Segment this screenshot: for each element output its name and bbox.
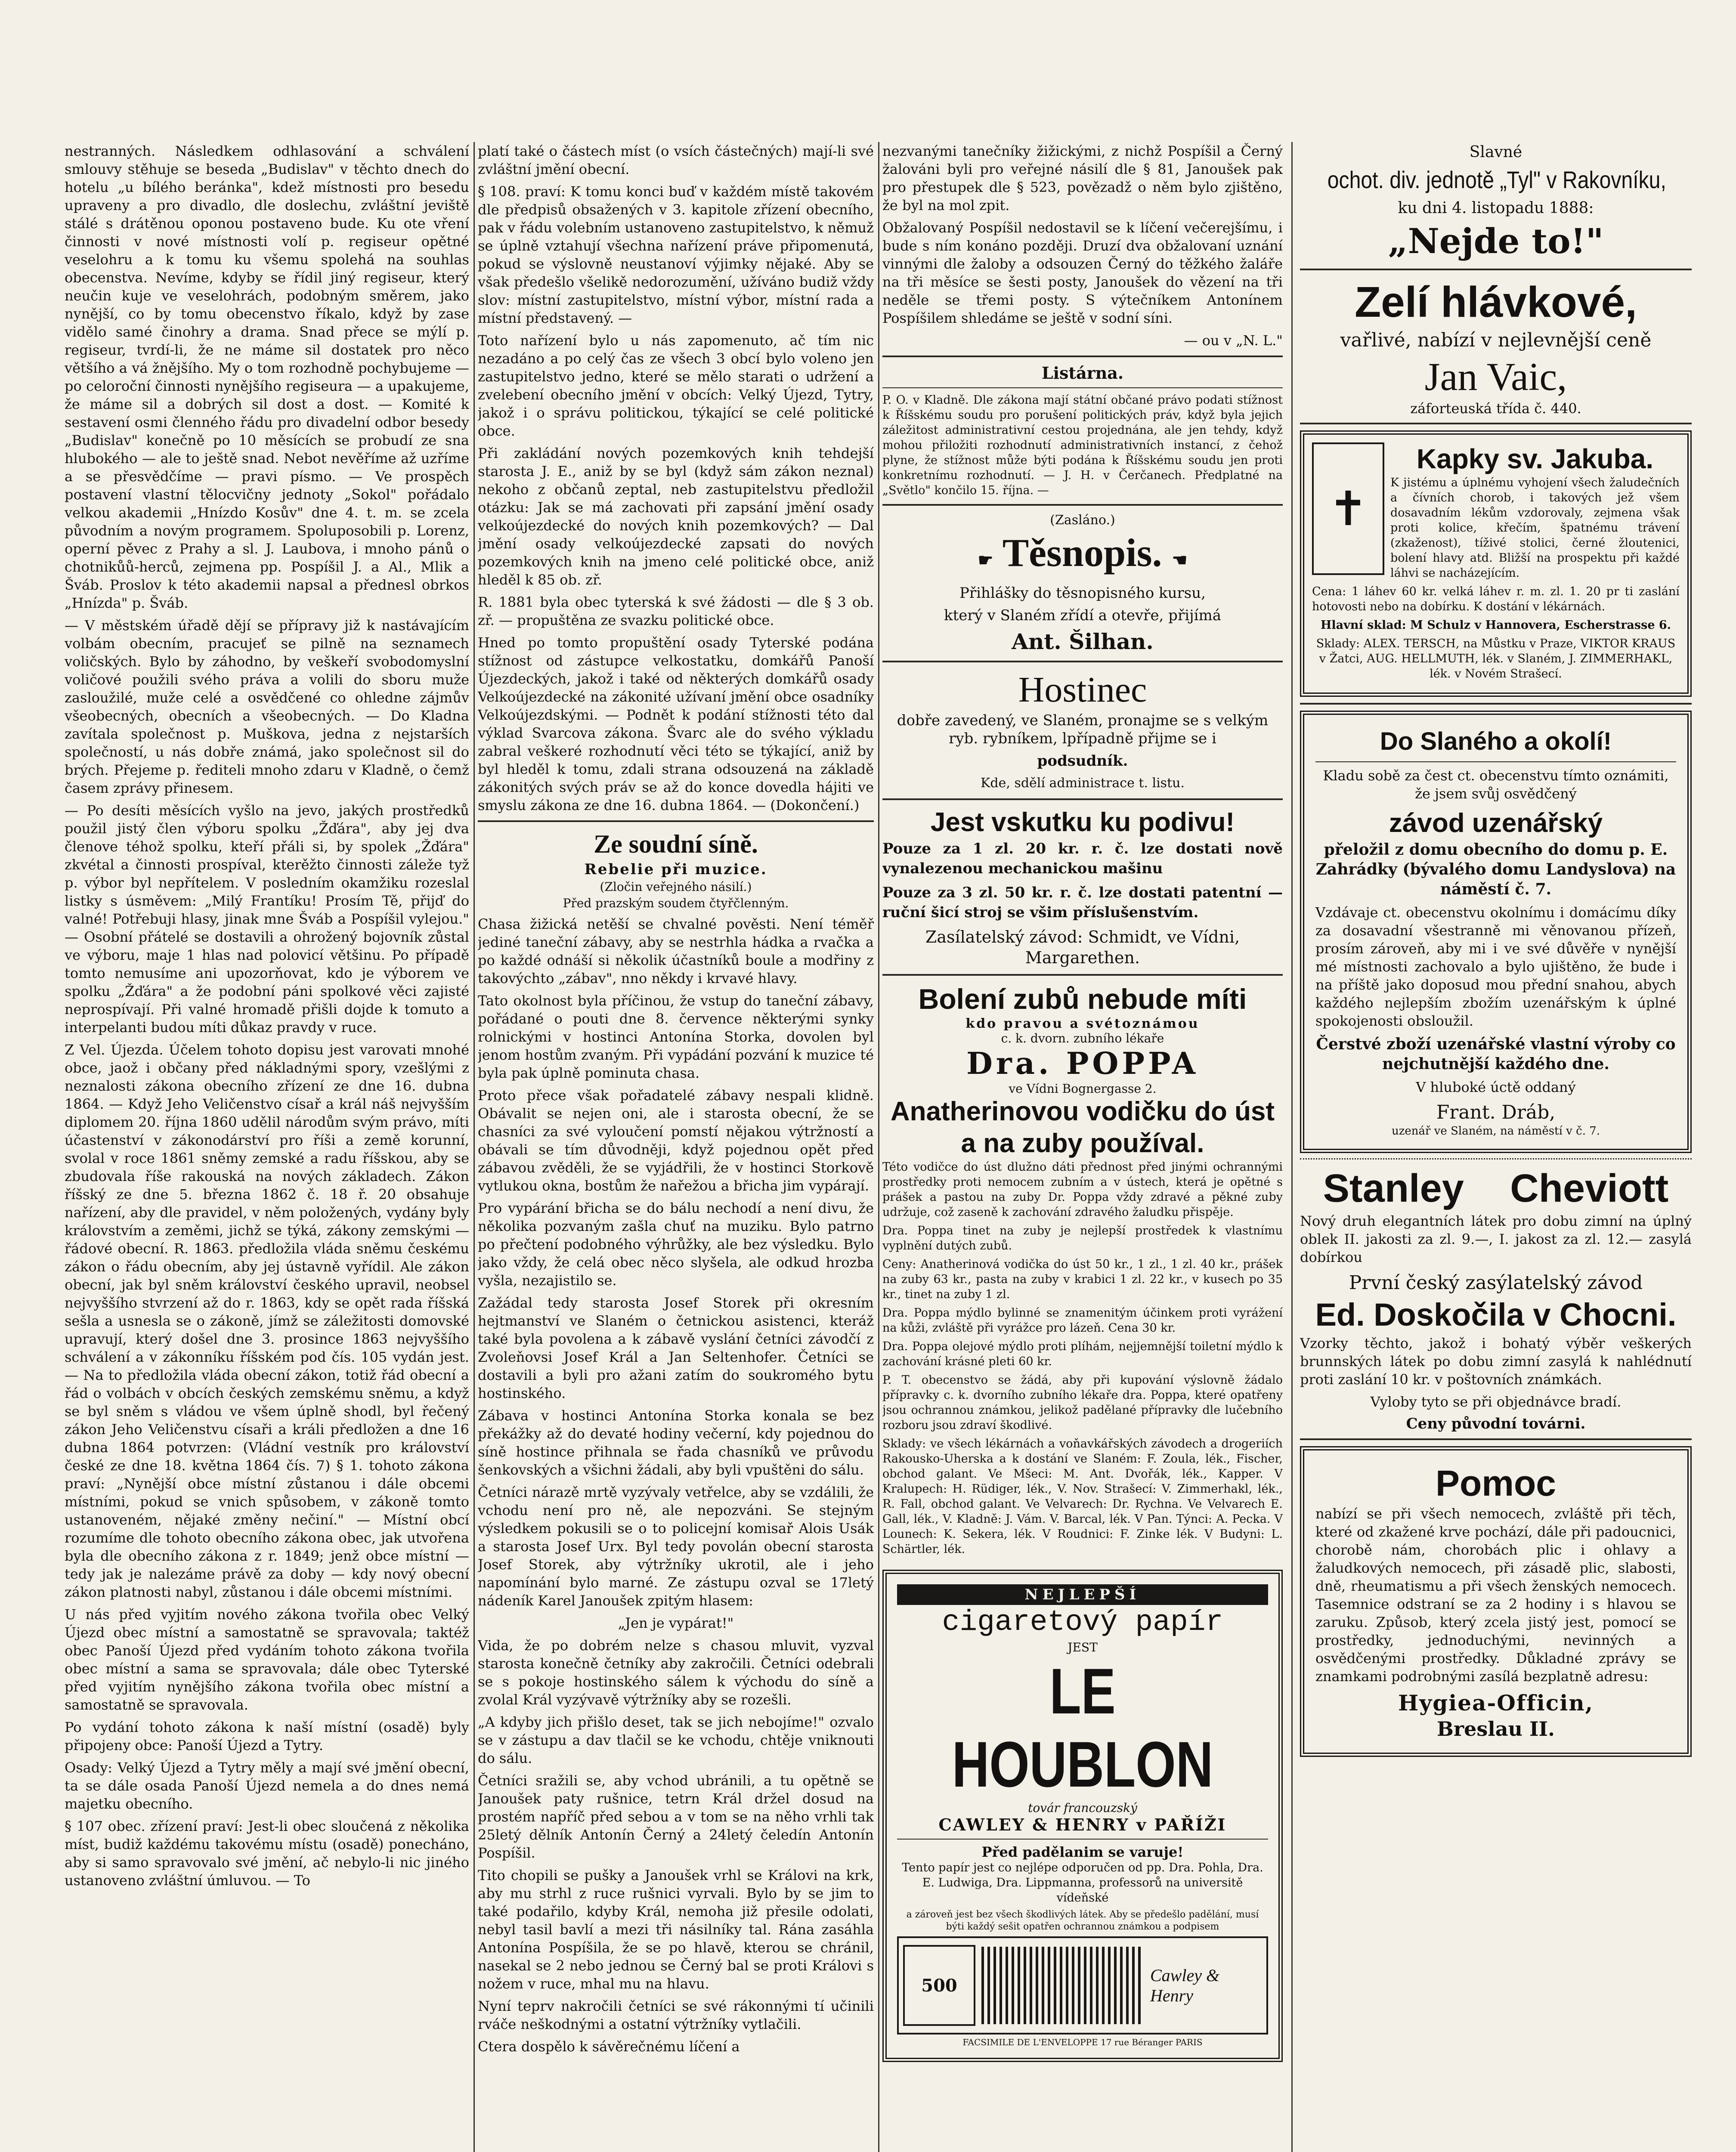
- ad-text: dobře zavedený, ve Slaném, pronajme se s velkým ryb. rybníkem, lpřípadně přijme se i: [897, 712, 1269, 747]
- section-divider: [1300, 1438, 1692, 1440]
- divider: [1315, 761, 1676, 762]
- ad-top: NEJLEPŠÍ: [897, 1584, 1268, 1605]
- paragraph: Toto nařízení bylo u nás zapomenuto, ač tím nic nezadáno a po celý čas ze všech 3 obcí bylo voleno jen zastupitelstvo jedno, které se mělo starati o udržení a zvelebení obecního jmění v obcích: Velký Újezd, Tytry, jakož i o správu politickou, týkající se celé politické obce.: [478, 332, 874, 439]
- paragraph: Tito chopili se pušky a Janoušek vrhl se Královi na krk, aby mu strhl z ruce rušnici vyrvali. Bylo by se jim to také podařilo, kdyby Král, nemoha již přesile odolati, nebyl tasil bavlí a mezi tři násilníky tal. Rána zasáhla Antonína Pospíšila, že se po hlavě, kterou se chránil, nasekal se 2 nebo jednou se Černý bal se proti Královi s nožem v ruce, mhal mu na hlavu.: [478, 1867, 874, 1992]
- ad-text: K jistému a úplnému vyhojení všech žaludečních a čívních chorob, i takových jež všem dosavadním lékům vzdorovaly, zejmena však proti kolice, křečím, špatnému trávení (zkaženost), tíživé stolici, černé žloutenici, bolení hlavy atd. Bližší na prospektu při každé láhvi se nacházejícím.: [1390, 476, 1680, 580]
- paragraph: § 107 obec. zřízení praví: Jest-li obec sloučená z několika míst, budiž každému takovému místu (osadě) ponecháno, aby si samo spravovalo své jmění, ač nebylo-li nic jiného ustanoveno zvláštní úmluvou. — To: [65, 1818, 469, 1889]
- ad-title: Do Slaného a okolí!: [1380, 727, 1612, 755]
- ad-firm-pre: První český zasýlatelský závod: [1349, 1272, 1643, 1294]
- ad-addr: uzenář ve Slaném, na náměstí v č. 7.: [1391, 1125, 1600, 1138]
- ad-text: c. k. dvorn. zubního lékaře: [1001, 1031, 1164, 1045]
- column-4: [1300, 142, 1692, 1762]
- paragraph: Nyní teprv nakročili četníci se své rákonnými tí učinili rváče neškodnými a ostatní výtržníky vytlačili.: [478, 1998, 874, 2032]
- ad-org: Hygiea-Officin,: [1398, 1690, 1594, 1716]
- newspaper-page: [65, 142, 1692, 2152]
- ad-price: Cena: 1 láhev 60 kr. velká láhev r. m. zl. 1. 20 pr ti zaslání hotovosti nebo na dobírku. K dostání v lékárnách.: [1312, 585, 1680, 613]
- ad-sub: továr francouzský: [1028, 1801, 1137, 1815]
- ad-bottom: FACSIMILE DE L'ENVELOPPE 17 rue Béranger PARIS: [962, 2037, 1203, 2047]
- ad-tesnopis: [882, 512, 1283, 655]
- ad-fine: a zároveň jest bez všech škodlivých látek. Aby se předešlo padělání, musí býti každý sešit opatřen ochrannou známkou a podpisem: [906, 1909, 1259, 1932]
- paragraph: § 108. praví: K tomu konci buď v každém místě takovém dle předpisů obsažených v 3. kapitole zřízení obecního, pak v řádu volebním ustanoveno zastupitelstvo, k němuž se úplně vztahují všechna nařízení práve připomenutá, pokud se výslovně neustanoví výjimky nějaké. Aby se však předešlo všelikě nedorozumění, užíváno budiž vždy slov: místní zastupitelstvo, místní výbor, místní rada a místní představený. —: [478, 183, 874, 326]
- ad-title: Cheviott: [1510, 1166, 1669, 1210]
- column-1: [65, 142, 469, 1894]
- ad-kapky: [1300, 430, 1692, 697]
- ad-text: Této vodičce do úst dlužno dáti přednost před jinými ochrannými prostředky proti nemocem zubním a v ústech, která je opětné s prášek a pastou na zuby Dr. Poppa vždy zdravé a pěkné zuby udržuje, což zaseně k zachování zdravého žaludku přispěje.: [882, 1160, 1283, 1219]
- saint-figure-icon: ✝: [1312, 442, 1384, 575]
- ad-pomoc: [1300, 1446, 1692, 1757]
- paragraph: Osady: Velký Újezd a Tytry měly a mají své jmění obecní, ta se dále osada Panoší Újezd nemela a do dnes nemá majetku obecního.: [65, 1759, 469, 1812]
- ad-title: Kapky sv. Jakuba.: [1416, 443, 1654, 474]
- ad-text: Kladu sobě za čest ct. obecenstvu tímto oznámiti, že jsem svůj osvědčený: [1323, 767, 1669, 802]
- ad-name: Ant. Šilhan.: [1012, 629, 1154, 654]
- ad-text: Dra. Poppa olejové mýdlo proti plíhám, nejjemnější toiletní mýdlo k zachování krásné pleti 60 kr.: [882, 1340, 1283, 1368]
- ad-text: Kde, sdělí administrace t. listu.: [981, 776, 1185, 791]
- ad-subtitle: kdo pravou a svétoznámou: [965, 1016, 1200, 1031]
- ad-note: (Zasláno.): [1050, 513, 1115, 528]
- ad-prices: Ceny původní továrni.: [1406, 1415, 1586, 1432]
- paragraph: Při zakládání nových pozemkových knih tehdejší starosta J. E., aniž by se byl (když sám zákon neznal) nekoho z občanů zeptal, neb zastupitelstvu předložil otázku: Jak se má zachovati při zapsání jmění osady velkoújezdecké do nových knih pozemkových? — Dal jmění osady velkoújezdecké zapsati do nových pozemkových knih na jmeno celé politické obce, aniž hleděl k 85 ob. zř.: [478, 445, 874, 588]
- paragraph: Vida, že po dobrém nelze s chasou mluvit, vyzval starosta konečně četníky aby zakročili. Četníci odebrali se s pokoje hostinského sálem k východu do síně a zvolal Král vyzývavě výtržníky aby se rozešli.: [478, 1637, 874, 1708]
- signature-label: Cawley & Henry: [1150, 1966, 1220, 2005]
- ad-title: Stanley: [1323, 1166, 1464, 1210]
- paragraph: Tato okolnost byla příčinou, že vstup do taneční zábavy, pořádané o pouti dne 8. července některými synky rolnickými v hostinci Antonína Storka, dovolen byl jenom hostům zvaným. Při vypádání pozvání k muzice té byla pak úplně pominuta chasa.: [478, 993, 874, 1081]
- divider: [882, 387, 1283, 388]
- section-divider: [478, 820, 874, 822]
- ad-firm: Ed. Doskočila v Chocni.: [1315, 1297, 1677, 1333]
- paragraph: Četníci sražili se, aby vchod ubránili, a tu opětně se Janoušek paty rušnice, tetrn Král držel dosud na prostém napříč před sebou a v tom se na něho vrhli tak 25letý dělník Antonín Černý a 24letý čeledín Antonín Pospíšil.: [478, 1772, 874, 1861]
- column-rule: [473, 142, 475, 2152]
- paragraph: — V městském úřadě dějí se přípravy již k nastávajícím volbám obecním, pracujeť se pilně na seznamech voličských. Bylo by záhodno, by veškeří svobodomyslní voličové použili svého práva a volili do sboru muže zasloužilé, muže celé a osvědčené co ohledne zájmův všeobecných, obecních a všeobecných. — Do Kladna zavítala společnost p. Muškova, jedna z nejstarších společností, u nás dobře známá, jako společnost sil do brých. Přejeme p. řediteli mnoho zdaru v Kladně, o čemž časem zprávy přinesem.: [65, 617, 469, 796]
- ad-text: Nový druh elegantních látek pro dobu zimní na úplný oblek II. jakosti za zl. 9.—, I. jakost za zl. 12.— zasylá dobírkou: [1300, 1213, 1692, 1265]
- section-divider: [1300, 703, 1692, 705]
- paragraph: U nás před vyjitím nového zákona tvořila obec Velký Újezd obec místní a samostatně se spravovala; taktéž obec Panoší Újezd před vydáním tohoto zákona tvořila obec místní a sama se spravovala; dále obec Tyterské před vyjitím nynějšího zákona tvořila obec místní a samostatně se spravovala.: [65, 1606, 469, 1713]
- ad-text: Pouze za 1 zl. 20 kr. r. č. lze dostati nově vynalezenou mechanickou mašinu: [882, 840, 1283, 877]
- ad-drab: [1300, 711, 1692, 1153]
- ad-title: Hostinec: [1018, 670, 1147, 710]
- ad-text: Dra. Poppa mýdlo bylinné se znamenitým účinkem proti vyrážení na kůži, zvláště při vyrážce pro lázeň. Cena 30 kr.: [882, 1306, 1283, 1335]
- paragraph: Proto přece však pořadatelé zábavy nespali klidně. Obávalit se nejen oni, ale i starosta obecní, že se chasníci za své vyloučení pomstí nějakou výtržností a obávali se tím důvodněji, když pojednou opět před zábavou zvěděli, že se vyjádřili, že v hostinci Storkově vytlukou okna, bostům že nařežou a břicha jim vypárají.: [478, 1087, 874, 1194]
- paragraph: nestranných. Následkem odhlasování a schválení smlouvy stěhuje se beseda „Budislav" v těchto dnech do hotelu „u bílého beránka", kdež místnosti pro besedu upraveny a pro divadlo, dle doslechu, zvláštní jeviště stálé s drátěnou oponou postaveno bude. Ku ote vření činnosti v nové místnosti volí p. regiseur opětné veselohru a k tomu ku všemu spolehá na souhlas obecenstva. Nevíme, kdyby se řídil jiný regiseur, který neučin kuje ve veselohrách, podobným směrem, jako nynější, co by tomu obecenstvo říkalo, když by zase vidělo samé činohry a drama. Snad přece se mýlí p. regiseur, tvrdí-li, že ne máme sil dostatek pro něco většího a vá žnějšího. My o tom rozhodně pochybujeme — po celoroční činnosti nynějšího regiseura — a upakujeme, že máme sil a dobrých sil dost a dost. — Komité k sestavení osmi členného řádu pro divadelní odbor besedy „Budislav" konečně po 10 měsících se probudí ze sna hlubokého — ale to ještě snad. Nebot nevěříme až uzříme a se přesvědčíme — pravi písmo. — Ve prospěch postavení vlastní tělocvičny jednoty „Sokol" pořádalo velkou akademii „Hnízdo Kosův" dne 4. t. m. se zcela původním a novým programem. Spoluposobili p. Lorenz, operní pěvec z Prahy a sl. J. Laubova, i mnoho pánů o chotnikůů-herců, zejmena pp. Pospíšil J. a Al., Mlik a Šváb. Proslov k této akademii napsal a přednesl obrkos „Hnízda" p. Šváb.: [65, 143, 469, 611]
- ad-poppa: [882, 982, 1283, 1557]
- ad-moved: přeložil z domu obecního do domu p. E. Zahrádky (bývalého domu Landyslova) na náměstí č. 7.: [1315, 841, 1676, 898]
- paragraph: Po vydání tohoto zákona k naší místní (osadě) byly připojeny obce: Panoší Újezd a Tytry.: [65, 1719, 469, 1753]
- ad-text: Dra. Poppa tinet na zuby je nejlepší prostředek k vlastnímu vyplnění dutých zubů.: [882, 1224, 1283, 1252]
- ad-maker: CAWLEY & HENRY v PAŘÍŽI: [938, 1815, 1227, 1834]
- article-signature: — ou v „N. L.": [1184, 332, 1283, 349]
- ad-text: P. T. obecenstvo se žádá, aby při kupování výslovně žádalo přípravky c. k. dvorního zubního lékaře dra. Poppa, které opatřeny jsou ochrannou známkou, jelikož padělané přípravky dle lučebního rozboru jsou zdraví škodlivé.: [882, 1373, 1283, 1432]
- paragraph: „Jen je vypárat!": [618, 1615, 734, 1631]
- ad-motto: „Nejde to!": [1388, 221, 1604, 261]
- paragraph: Četníci nárazě mrtě vyzývaly vetřelce, aby se vzdálili, že vchodu není pro ně, ale nepozváni. Se stejným výsledkem pokusili se o to policejní komisař Alois Usák a starosta Josef Urx. Byl tedy povolán obecní starosta Josef Storek, aby výtržníky ukrotil, ale i jeho napomínání bylo marné. Ze zástupu ozval se 17letý nádeník Karel Janoušek zpitým hlasem:: [478, 1484, 874, 1609]
- ad-text: který v Slaném zřídí a otevře, přijímá: [944, 607, 1221, 624]
- court-heading: Ze soudní síně.: [594, 830, 758, 858]
- section-divider: [882, 661, 1283, 662]
- ad-name: Jan Vaic,: [1424, 355, 1567, 399]
- paragraph: Z Vel. Újezda. Účelem tohoto dopisu jest varovati mnohé obce, jaož i občany před nákladnými spory, vzešlými z neznalosti zákona obecního zřízení ze dne 16. dubna 1864. — Když Jeho Veličenstvo císař a král náš nejvyšším diplomem 20. října 1860 udělil národům svým právo, míti účastenství v zákonodárství pro říši a země korunní, svolal v roce 1861 sněmy zemské a radu říšskou, aby se zbudovala říše rakouská na nových základech. Zákon říšský ze dne 5. března 1862 č. 18 ř. 20 obsahuje nařízení, aby dle pravidel, v něm položených, vydány byly královstvím a zeměmi, jichž se týká, zákony zemskými — řádové obecní. R. 1863. předložila vláda sněmu českému zákon o řádu obecním, aby jej ústavně vyřídil. Ale zákon obecní, jak byl sněm království českého upravil, neobsel nejvyššího stvrzení až do r. 1863, kdy se opět rada říšská sešla a usnesla se o zákoně, jímž se záležitosti domovské upravují, který došel dne 3. prosince 1863 nejvyššího schválení a v zákonníku říšském pod čís. 105 vydán jest. — Na to předložila vláda obecní zákon, totiž řád obecní a řád o volbách v obcích českých zemskému sněmu, a když se byl sněm s vládou ve všem úplně shodl, byl řečený zákon Jeho Veličenstvu císaři a králi předložen a dne 16 dubna 1864 potvrzen: (Vládní vestník pro království české ze dne 18. května 1864 čís. 7) § 1. tohoto zákona praví: „Nynější obce místní zůstanou i dále obcemi místními, pokud se vnich spůsobem, v zákoně tomto ustanoveném, nějaké změny nečiní." — Místní obcí rozumíme dle tohoto obecního zákona obec, jak utvořena byla dle obecního zákona z r. 1849; jenž obce místní — tedy jak je nalezáme právě za doby — kdy nový obecní zákon platnosti nabyl, zůstanou i dále obcemi místními.: [65, 1042, 469, 1600]
- paragraph: Chasa žižická netěší se chvalné pověsti. Není téměř jediné taneční zábavy, aby se nestrhla hádka a rvačka a po každé odnáší si několik účastníků boule a modřiny z takovýchto „zábav", nno někdy i krvavé hlavy.: [478, 916, 874, 986]
- ad-intro: Slavné: [1469, 143, 1522, 161]
- ad-name: Dra. POPPA: [966, 1045, 1199, 1081]
- section-divider: [882, 974, 1283, 976]
- ad-text: Pouze za 3 zl. 50 kr. r. č. lze dostati patentní — ruční šicí stroj se všim příslušenstvím.: [882, 884, 1283, 921]
- paragraph: platí také o částech míst (o vsích částečných) mají-li své zvláštní jmění obecní.: [478, 143, 874, 177]
- paragraph: Obžalovaný Pospíšil nedostavil se k líčení večerejšímu, i bude s ním konáno později. Druzí dva obžalovaní uznání vinnými dle žaloby a odsouzen Černý do těžkého žaláře na tři měsíce se šesti posty, Janoušek do vězení na tři neděle se třemi posty. S výtečníkem Antonínem Pospíšilem shledáme se ještě v sodní síni.: [882, 220, 1283, 326]
- ad-date: ku dni 4. listopadu 1888:: [1398, 199, 1594, 217]
- column-2: [478, 142, 874, 2060]
- ad-wish: V hluboké úctě oddaný: [1416, 1079, 1576, 1095]
- ad-name: Frant. Dráb,: [1436, 1101, 1556, 1123]
- section-divider: [882, 798, 1283, 800]
- ad-address: záforteuská třída č. 440.: [1410, 400, 1581, 417]
- decorative-border: [1300, 1158, 1692, 1159]
- ad-text: ve Vídni Bognergasse 2.: [1009, 1082, 1157, 1096]
- ad-hostinec: [882, 668, 1283, 792]
- ad-stanley: [1300, 1165, 1692, 1432]
- column-rule: [878, 142, 879, 2152]
- court-subheading: Rebelie při muzice.: [584, 861, 767, 878]
- ad-vaic: [1300, 142, 1692, 417]
- ad-text: Zasílatelský závod: Schmidt, ve Vídni, Margarethen.: [925, 928, 1240, 967]
- ad-city: Breslau II.: [1436, 1717, 1555, 1741]
- ad-title: Těsnopis.: [1002, 531, 1162, 575]
- ad-text: Vzorky těchto, jakož i bohatý výběr veškerých brunnských látek po dobu zimní zasylá k nahlédnutí proti zaslání 10 kr. v poštovních známkách.: [1300, 1335, 1692, 1388]
- ad-title: Bolení zubů nebude míti: [918, 983, 1247, 1015]
- ad-text: Vyloby tyto se při objednávce bradí.: [1370, 1394, 1622, 1410]
- column-3: [882, 142, 1283, 2067]
- ad-depot: Hlavní sklad: M Schulz v Hannovera, Escherstrasse 6.: [1320, 618, 1671, 632]
- mail-text: P. O. v Kladně. Dle zákona mají státní občané právo podati stížnost k Říšskému soudu pro porušení politických práv, když byla jejich záležitost administrativní cestou projednána, ale jen tehdy, když mohou přiložiti rozhodnutí administrativních instancí, z čehož plyne, že stížnost může býti podána k Říšskému soudu jen proti konkretnímu rozhodnutí. — J. H. v Čerčanech. Předplatné na „Světlo" končilo 15. října. —: [882, 393, 1283, 497]
- ad-warn: Před padělanim se varuje!: [981, 1844, 1184, 1860]
- ad-product: Anatherinovou vodičku do úst a na zuby používal.: [890, 1097, 1275, 1158]
- paragraph: Zažádal tedy starosta Josef Storek při okresním hejtmanství ve Slaném o četnickou asistenci, kteráž také byla povolena a k zábavě vyslání četníci závodčí z Zvoleňovsi Josef Král a Jan Seltenhofer. Četníci se dostavili a byli pro ažani zatím do soukromého bytu hostinského.: [478, 1295, 874, 1401]
- ad-offer: vařlivé, nabízí v nejlevnější ceně: [1340, 329, 1652, 351]
- ad-text: Přihlášky do těsnopisného kursu,: [959, 584, 1206, 602]
- paragraph: R. 1881 byla obec tyterská k své žádosti — dle § 3 ob. zř. — propuštěna ze svazku politické obce.: [478, 594, 874, 628]
- ad-title: Jest vskutku ku podivu!: [930, 807, 1235, 837]
- ad-title: Pomoc: [1435, 1463, 1557, 1503]
- stamp-label: 500: [903, 1945, 975, 2026]
- paragraph: nezvanými tanečníky žižickými, z nichž Pospíšil a Černý žalováni byli pro veřejné násilí dle § 81, Janoušek pak pro přestupek dle § 523, povězadž o něm bylo zjištěno, že byl na mol zpit.: [882, 143, 1283, 213]
- paragraph: Zábava v hostinci Antonína Storka konala se bez překážky až do devaté hodiny večerní, kdy pojednou do síně hostince přihnala se řada chasníků ve průvodu šenkovských a všichni žádali, aby byli vpuštěni do sálu.: [478, 1407, 874, 1478]
- ad-text: Sklady: ve všech lékárnách a voňavkářských závodech a drogeriích Rakousko-Uherska a k dostání ve Slaném: F. Zoula, lék., Fischer, obchod galant. Ve Mšeci: M. Ant. Dvořák, lék., Kapper. V Kralupech: H. Rüdiger, lék., V. Nov. Strašecí: V. Zimmerhakl, lék., R. Fall, obchod galant. Ve Velvarech: Dr. Rychna. Ve Velvarech E. Gall, lék., V. Kladně: J. Vám. V. Barcal, lék. V Pan. Týnci: A. Pecka. V Lounech: K. Sekera, lék. V Roudnici: F. Zinke lék. V Budyni: L. Schärtler, lék.: [882, 1437, 1283, 1556]
- divider: [897, 1839, 1268, 1840]
- ad-text: podsudník.: [1037, 752, 1128, 770]
- column-rule: [1291, 142, 1293, 2152]
- ad-product: Zelí hlávkové,: [1355, 278, 1637, 326]
- ad-text: nabízí se při všech nemocech, zvláště při těch, které od zkažené krve pochází, dále při padoucnici, chorobě nám, chorobách plic i ohlavy a žaludkových nemocech, při zásadě plic, slabosti, dně, rheumatismu a při všech ženských nemocech. Tasemnice odstraní se za 2 hodiny i s hlavou se zaruku. Způsob, který zcela jistý jest, pomocí se prostředky, jednoduchými, nevinných a osvědčenými prostředky. Důkladné zprávy se znamkami podrobnými zasílá bezplatně adresu:: [1315, 1506, 1676, 1685]
- pointing-hand-icon: ☚: [1172, 550, 1188, 570]
- ad-shops: Sklady: ALEX. TERSCH, na Můstku v Praze, VIKTOR KRAUS v Žatci, AUG. HELLMUTH, lék. v Slaném, J. ZIMMERHAKL, lék. v Novém Strašecí.: [1316, 637, 1676, 680]
- section-divider: [882, 504, 1283, 506]
- ad-text: Tento papír jest co nejlépe odporučen od pp. Dra. Pohla, Dra. E. Ludwiga, Dra. Lippmanna, professorů na universitě vídeňské: [902, 1861, 1263, 1905]
- ad-business: závod uzenářský: [1389, 808, 1603, 838]
- section-divider: [882, 356, 1283, 357]
- ad-brand: LE HOUBLON: [952, 1655, 1213, 1800]
- paragraph: Pro vypárání břicha se do bálu nechodí a není divu, že několika pozvaným zašla chuť na muziku. Bylo patrno po přečtení podobného výhrůžky, ale bez výsledku. Bylo jako vždy, že celá obec něco slyšela, ale odkud hrozba vyšla, nezajistilo se.: [478, 1200, 874, 1289]
- ad-line: cigaretový papír: [942, 1606, 1223, 1639]
- pointing-hand-icon: ☛: [978, 550, 993, 570]
- paragraph: Hned po tomto propuštění osady Tyterské podána stížnost od zástupce velkostatku, domkářů Panoší Újezdeckých, jakož i také od některých domkářů osady Velkoújezdecké na zákonité užívaní jmění obce osadníky Velkoújezdskými. — Podnět k podání stížnosti této dal výklad Svarcova zákona. Švarc ale do svého výkladu zabral veškeré rozhodnutí věci této se týkající, aniž by byl hleděl k tomu, zdali strana odsouzená na základě zákonitých svých práv se až do konce dovedla hájiti ve smyslu zákona ze dne 16. dubna 1864. — (Dokončení.): [478, 634, 874, 813]
- ad-text: Ceny: Anatherinová vodička do úst 50 kr., 1 zl., 1 zl. 40 kr., prášek na zuby 63 kr., pasta na zuby v krabici 1 zl. 22 kr., v kusech po 35 kr., tinet na zuby 1 zl.: [882, 1258, 1283, 1301]
- paragraph: „A kdyby jich přišlo deset, tak se jich nebojíme!" ozvalo se v zástupu a dav tlačil se ke vchodu, chtěje vniknouti do sálu.: [478, 1714, 874, 1766]
- ad-fresh: Čerstvé zboží uzenářské vlastní výroby co nejchutnější každého dne.: [1316, 1035, 1676, 1073]
- mail-heading: Listárna.: [1041, 363, 1124, 383]
- ad-jest: JEST: [1068, 1640, 1098, 1654]
- wrapper-image-icon: [981, 1947, 1144, 2024]
- paragraph: Ctera dospělo k sávěrečnému líčení a: [478, 2038, 740, 2055]
- ad-houblon: [882, 1570, 1283, 2062]
- paragraph: — Po desíti měsících vyšlo na jevo, jakých prostředků použil jistý člen výboru spolku „Žďára", aby jej dva členove téhož spolku, kteří přáli si, by spolek „Žďára" zkvétal a činnosti prospíval, kterěžto činnosti záleže tyž p. výbor byl nepřítelem. V posledním okamžiku rozeslal listky s úsměvem: „Milý Frantíku! Prosím Tě, přijď do valné! Potřebuji hlasy, jinak mne Šváb a Pospíšil vylejou." — Osobní přátelé se dostavili a ohrožený bojovník zůstal ve výboru, maje 1 hlas nad polovicí většinu. Po případě tomto nemusíme ani upozorňovat, kdo je výborem ve spolku „Žďára" a že podobní páni spolkové věci zajisté neprospívají. Při valné hromadě přišli dojde k tomuto a interpelanti budou míti důkaz pravdy v ruce.: [65, 802, 469, 1036]
- ad-vskutku: [882, 806, 1283, 968]
- section-divider: [1300, 423, 1692, 424]
- court-note: (Zločin veřejného násilí.): [600, 880, 752, 894]
- ad-org: ochot. div. jednotě „Tyl" v Rakovníku,: [1327, 166, 1666, 193]
- section-divider: [1300, 269, 1692, 270]
- ad-thanks: Vzdávaje ct. obecenstvu okolnímu i domácímu díky za dosavadní všestranně mi věnovanou přízeň, prosím zároveň, aby mi i ve své důvěře v nynější mé místnosti zachovalo a bylo ujištěno, že bude i na příště jako doposud mou přední snahou, abych každého nejlepším zbožím uzenářským k úplné spokojenosti obsloužil.: [1315, 904, 1676, 1029]
- court-note: Před prazským soudem čtyřčlenným.: [563, 896, 789, 910]
